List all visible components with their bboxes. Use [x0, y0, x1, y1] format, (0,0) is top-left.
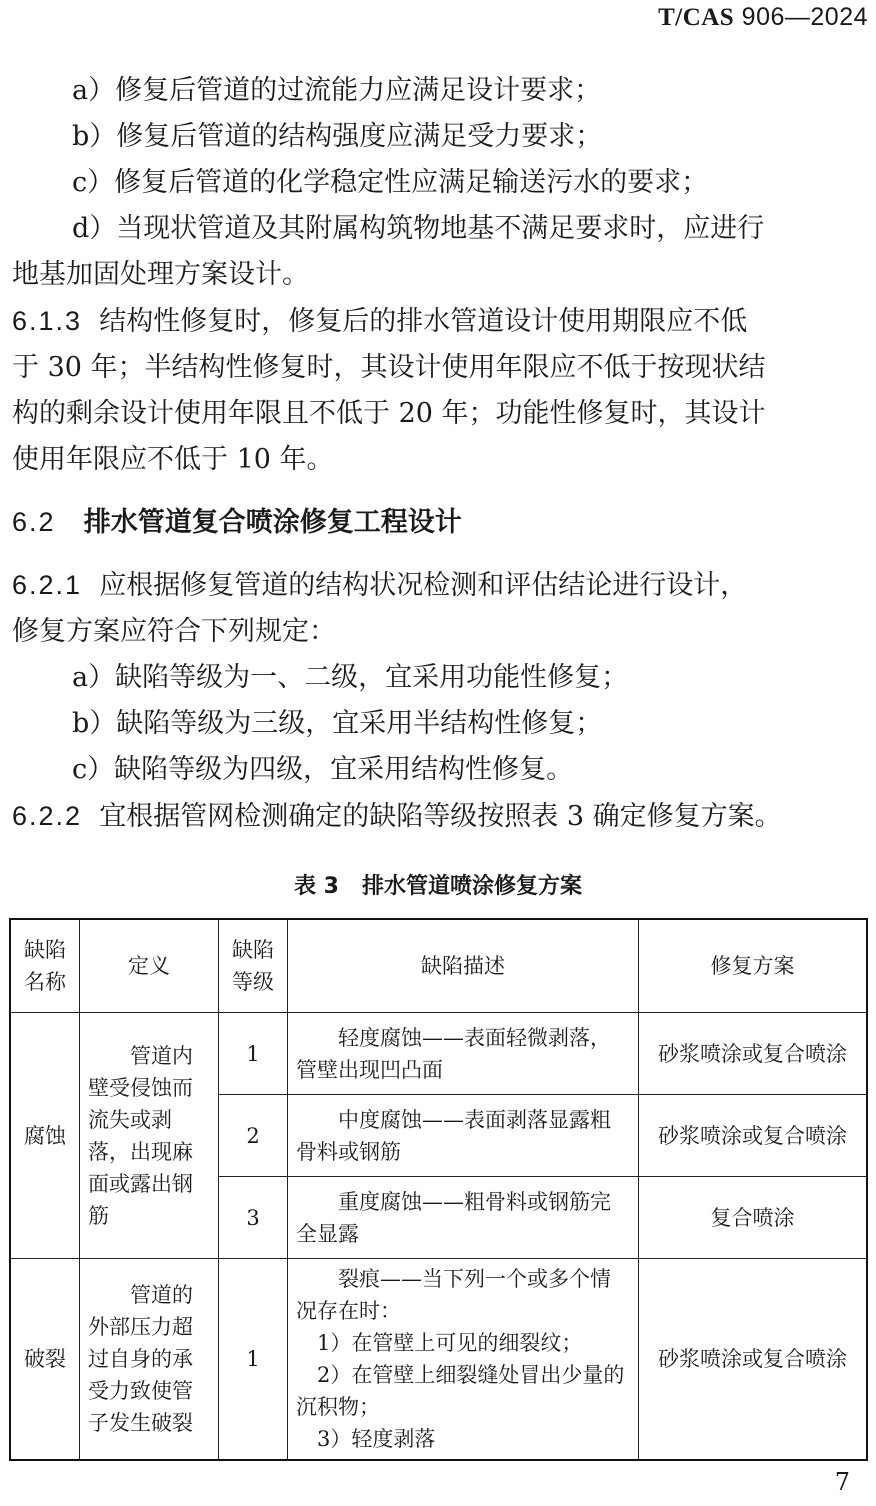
list-item-c: c）缺陷等级为四级，宜采用结构性修复。: [72, 754, 574, 785]
list-item-d-continued: 地基加固处理方案设计。: [12, 259, 309, 290]
defect-grade: 3: [219, 1177, 288, 1259]
description-item: 2）在管壁上细裂缝处冒出少量的沉积物；: [296, 1363, 625, 1419]
header-defect-name: 缺陷名称: [10, 919, 80, 1013]
clause-number: 6.2.1: [12, 570, 83, 600]
defect-grade: 1: [219, 1013, 288, 1095]
clause-6-2-2: [12, 793, 868, 840]
description-item: 3）轻度剥落: [317, 1427, 436, 1451]
header-defect-grade: 缺陷等级: [219, 919, 288, 1013]
table-caption: [0, 872, 876, 902]
table-header-row: [10, 919, 867, 1013]
list-item-b: b）缺陷等级为三级，宜采用半结构性修复；: [72, 708, 603, 739]
defect-definition: 管道的外部压力超过自身的承受力致使管子发生破裂: [80, 1259, 219, 1461]
repair-plan: 砂浆喷涂或复合喷涂: [639, 1095, 868, 1177]
defect-definition: 管道内壁受侵蚀而流失或剥落，出现麻面或露出钢筋: [80, 1013, 219, 1259]
repair-plan: 砂浆喷涂或复合喷涂: [639, 1013, 868, 1095]
repair-plan-table: [9, 918, 868, 1461]
list-item-a: a）修复后管道的过流能力应满足设计要求；: [72, 75, 602, 106]
defect-grade: 2: [219, 1095, 288, 1177]
clause-text: 宜根据管网检测确定的缺陷等级按照表 3 确定修复方案。: [99, 801, 782, 832]
repair-plan: 复合喷涂: [639, 1177, 868, 1259]
defect-description: 中度腐蚀——表面剥落显露粗骨料或钢筋: [288, 1095, 639, 1177]
table-number: 表 3: [294, 874, 339, 899]
header-defect-description: 缺陷描述: [288, 919, 639, 1013]
description-item: 1）在管壁上可见的细裂纹；: [317, 1331, 583, 1355]
clause-text: 使用年限应不低于 10 年。: [12, 444, 334, 475]
table-title: 排水管道喷涂修复方案: [361, 874, 582, 899]
clause-number: 6.1.3: [12, 306, 83, 336]
repair-plan: 砂浆喷涂或复合喷涂: [639, 1259, 868, 1461]
list-item-a: a）缺陷等级为一、二级，宜采用功能性修复；: [72, 662, 629, 693]
defect-grade: 1: [219, 1259, 288, 1461]
list-item-c: c）修复后管道的化学稳定性应满足输送污水的要求；: [72, 167, 709, 198]
defect-description: [288, 1259, 639, 1461]
defect-name: 破裂: [10, 1259, 80, 1461]
clause-text: 构的剩余设计使用年限且不低于 20 年；功能性修复时，其设计: [12, 398, 766, 429]
clause-6-1-3: [12, 298, 868, 345]
standard-prefix: T/CAS: [658, 4, 735, 31]
list-item-b: b）修复后管道的结构强度应满足受力要求；: [72, 121, 603, 152]
clause-text: 于 30 年；半结构性修复时，其设计使用年限应不低于按现状结: [12, 352, 766, 383]
clause-6-2-1: [12, 562, 868, 609]
section-number: 6.2: [12, 507, 56, 537]
list-item-d: d）当现状管道及其附属构筑物地基不满足要求时，应进行: [72, 213, 765, 244]
document-body: [12, 68, 868, 840]
header-repair-plan: 修复方案: [639, 919, 868, 1013]
clause-text: 结构性修复时，修复后的排水管道设计使用期限应不低: [99, 306, 748, 337]
clause-text: 修复方案应符合下列规定：: [12, 616, 336, 647]
clause-number: 6.2.2: [12, 801, 83, 831]
defect-description: 轻度腐蚀——表面轻微剥落，管壁出现凹凸面: [288, 1013, 639, 1095]
page-number: 7: [834, 1468, 850, 1496]
standard-code: [658, 0, 868, 35]
standard-number: 906—2024: [741, 3, 868, 31]
defect-name: 腐蚀: [10, 1013, 80, 1259]
header-definition: 定义: [80, 919, 219, 1013]
defect-description: 重度腐蚀——粗骨料或钢筋完全显露: [288, 1177, 639, 1259]
section-heading-6-2: [12, 499, 868, 546]
clause-text: 应根据修复管道的结构状况检测和评估结论进行设计，: [99, 570, 748, 601]
section-title: 排水管道复合喷涂修复工程设计: [83, 507, 462, 538]
description-intro: 裂痕——当下列一个或多个情况存在时：: [296, 1267, 611, 1323]
table-row: [10, 1013, 867, 1095]
table-row: [10, 1259, 867, 1461]
